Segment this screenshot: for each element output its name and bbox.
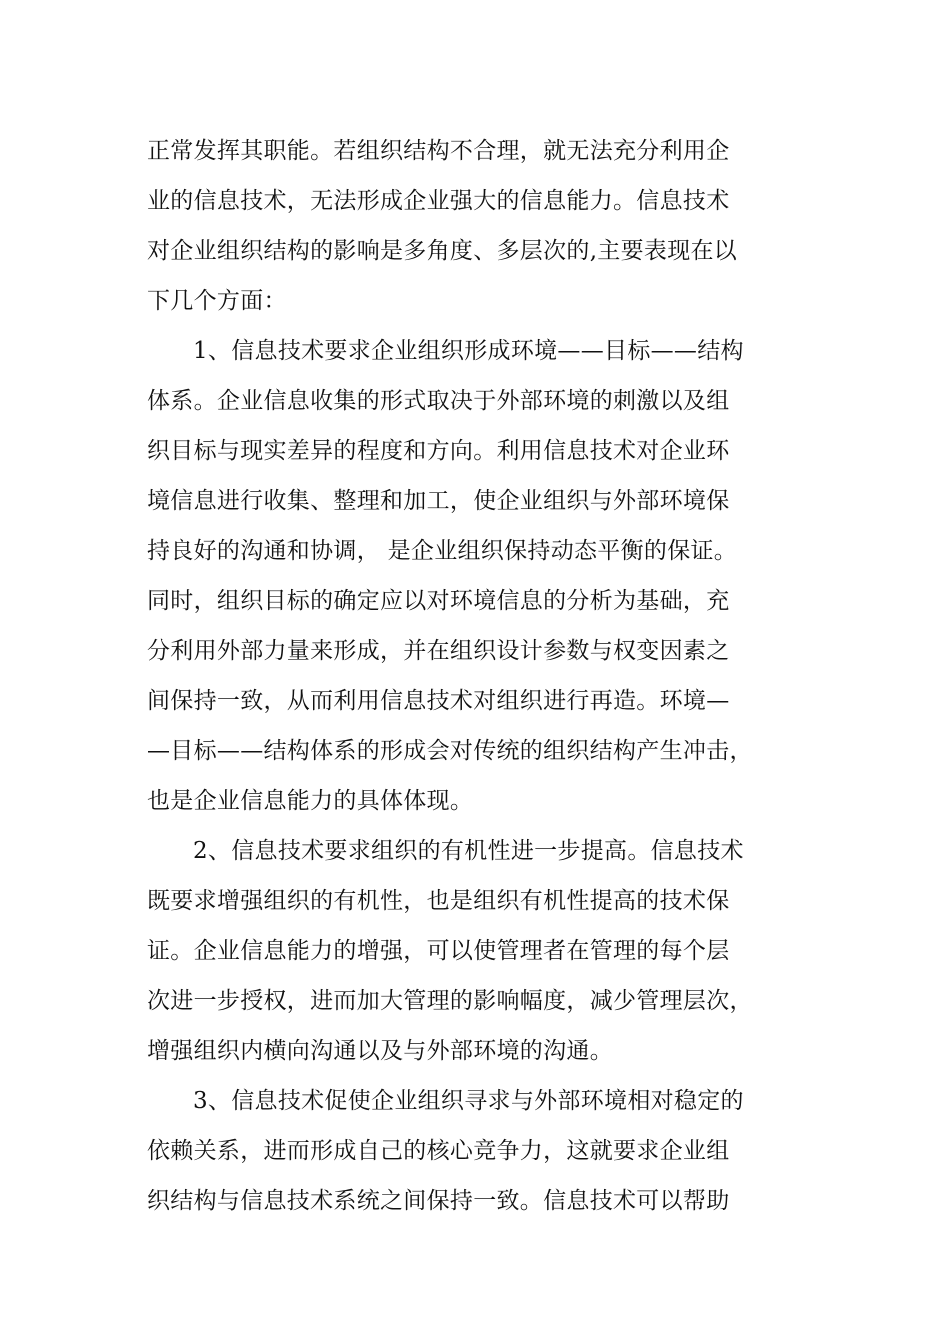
paragraph-3-first-line: 3、信息技术促使企业组织寻求与外部环境相对稳定的 (193, 1088, 744, 1114)
text-line: 证。企业信息能力的增强，可以使管理者在管理的每个层 (147, 938, 730, 964)
paragraph-2-first-line: 2、信息技术要求组织的有机性进一步提高。信息技术 (193, 838, 744, 864)
text-line: 持良好的沟通和协调， 是企业组织保持动态平衡的保证。 (147, 538, 738, 564)
text-line: 下几个方面： (147, 288, 287, 314)
text-line: 对企业组织结构的影响是多角度、多层次的,主要表现在以 (147, 238, 738, 264)
text-line: 分利用外部力量来形成，并在组织设计参数与权变因素之 (147, 638, 730, 664)
text-line: 增强组织内横向沟通以及与外部环境的沟通。 (147, 1038, 613, 1064)
text-line: 织目标与现实差异的程度和方向。利用信息技术对企业环 (147, 438, 730, 464)
text-line: 境信息进行收集、整理和加工，使企业组织与外部环境保 (147, 488, 730, 514)
text-line: 既要求增强组织的有机性，也是组织有机性提高的技术保 (147, 888, 730, 914)
text-line: 也是企业信息能力的具体体现。 (147, 788, 474, 814)
text-line: 次进一步授权，进而加大管理的影响幅度，减少管理层次， (147, 988, 753, 1014)
body-text (147, 126, 807, 1226)
text-line: —目标——结构体系的形成会对传统的组织结构产生冲击， (147, 738, 753, 764)
paragraph-1-first-line: 1、信息技术要求企业组织形成环境——目标——结构 (193, 338, 744, 364)
text-line: 同时，组织目标的确定应以对环境信息的分析为基础，充 (147, 588, 730, 614)
text-line: 体系。企业信息收集的形式取决于外部环境的刺激以及组 (147, 388, 730, 414)
text-line: 业的信息技术，无法形成企业强大的信息能力。信息技术 (147, 188, 730, 214)
text-line: 织结构与信息技术系统之间保持一致。信息技术可以帮助 (147, 1188, 730, 1214)
text-line: 间保持一致，从而利用信息技术对组织进行再造。环境— (147, 688, 730, 714)
text-line: 正常发挥其职能。若组织结构不合理，就无法充分利用企 (147, 138, 730, 164)
text-line: 依赖关系，进而形成自己的核心竞争力，这就要求企业组 (147, 1138, 730, 1164)
